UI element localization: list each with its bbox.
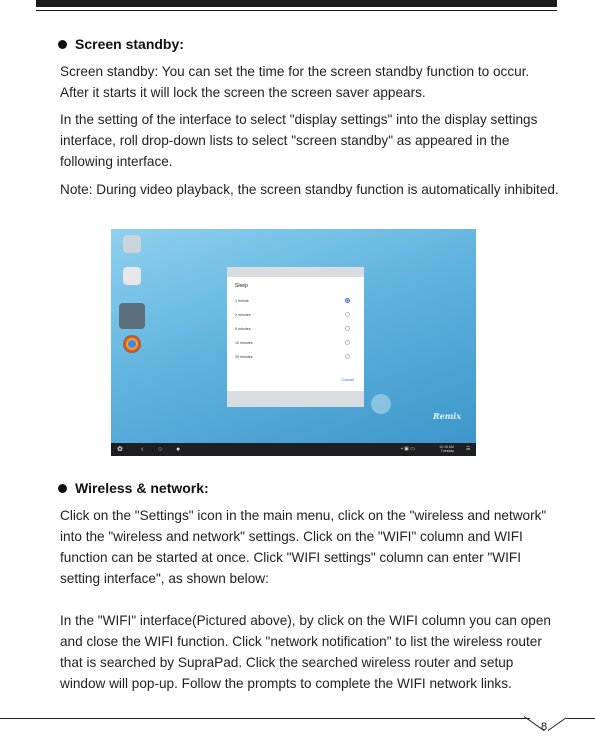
screenshot-sleep-settings (111, 229, 476, 456)
cancel-button[interactable]: Cancel (341, 377, 354, 382)
sleep-option[interactable]: 10 minutes (235, 341, 253, 345)
menu-icon[interactable]: ☰ (466, 446, 471, 452)
sleep-option[interactable]: 5 minutes (235, 327, 251, 331)
notification-icon[interactable]: ▪ ▣ ▭ (401, 446, 415, 452)
heading-text: Screen standby: (75, 36, 184, 52)
sleep-option[interactable]: 30 minutes (235, 355, 253, 359)
footer-rule (566, 718, 595, 719)
paragraph: Click on the "Settings" icon in the main menu, click on the "wireless and network" into the "wireless and network" settings. Click on the "WIFI" column and WIFI function can be started at once. Click "WIFI settings" column can enter "WIFI setting interface", as shown below: (60, 508, 547, 586)
bullet-icon (58, 40, 67, 49)
play-store-icon (123, 267, 141, 285)
start-icon[interactable]: ✿ (117, 446, 123, 453)
bullet-icon (58, 484, 67, 493)
section-heading-wireless (58, 480, 209, 496)
clock (439, 445, 454, 453)
paragraph: Screen standby: You can set the time for the screen standby function to occur. After it starts it will lock the screen the screen saver appears. (60, 64, 530, 100)
settings-icon (119, 303, 145, 329)
recents-icon[interactable]: ● (176, 446, 181, 453)
sleep-option[interactable]: 1 minute (235, 299, 249, 303)
back-icon[interactable]: ‹ (141, 446, 144, 453)
footer-rule (0, 718, 530, 719)
sleep-option[interactable]: 2 minutes (235, 313, 251, 317)
section-heading-standby (58, 36, 184, 52)
home-icon[interactable]: ○ (158, 446, 163, 453)
paragraph: In the "WIFI" interface(Pictured above), by click on the WIFI column you can open and close the WIFI function. Click "network notification" to list the wireless router that is searched by SupraPad. Click the searched wireless router and setup window will pop-up. Follow the prompts to complete the WIFI network links. (60, 613, 551, 691)
sleep-dialog (227, 277, 364, 391)
chrome-icon (123, 335, 141, 353)
clock-time: 10:15 AM (439, 445, 454, 449)
heading-text: Wireless & network: (75, 480, 209, 496)
page-number: 8 (541, 721, 548, 733)
wallpaper-glow (371, 394, 391, 414)
header-thin-rule (36, 10, 557, 11)
radio-button[interactable] (345, 326, 350, 331)
clock-day: Tuesday (440, 449, 454, 453)
brand-logo: Remix (433, 411, 462, 421)
trash-icon (123, 235, 141, 253)
taskbar (111, 443, 476, 456)
radio-button[interactable] (345, 340, 350, 345)
radio-button[interactable] (345, 354, 350, 359)
radio-button[interactable] (345, 312, 350, 317)
paragraph: Note: During video playback, the screen standby function is automatically inhibited. (60, 182, 559, 197)
dialog-title: Sleep (235, 283, 248, 289)
radio-button[interactable] (345, 298, 350, 303)
footer-tab-line (548, 717, 567, 730)
paragraph: In the setting of the interface to select "display settings" into the display settings interface, roll drop-down lists to select "screen standby" as appeared in the following interface. (60, 112, 538, 169)
header-rule (36, 0, 557, 7)
